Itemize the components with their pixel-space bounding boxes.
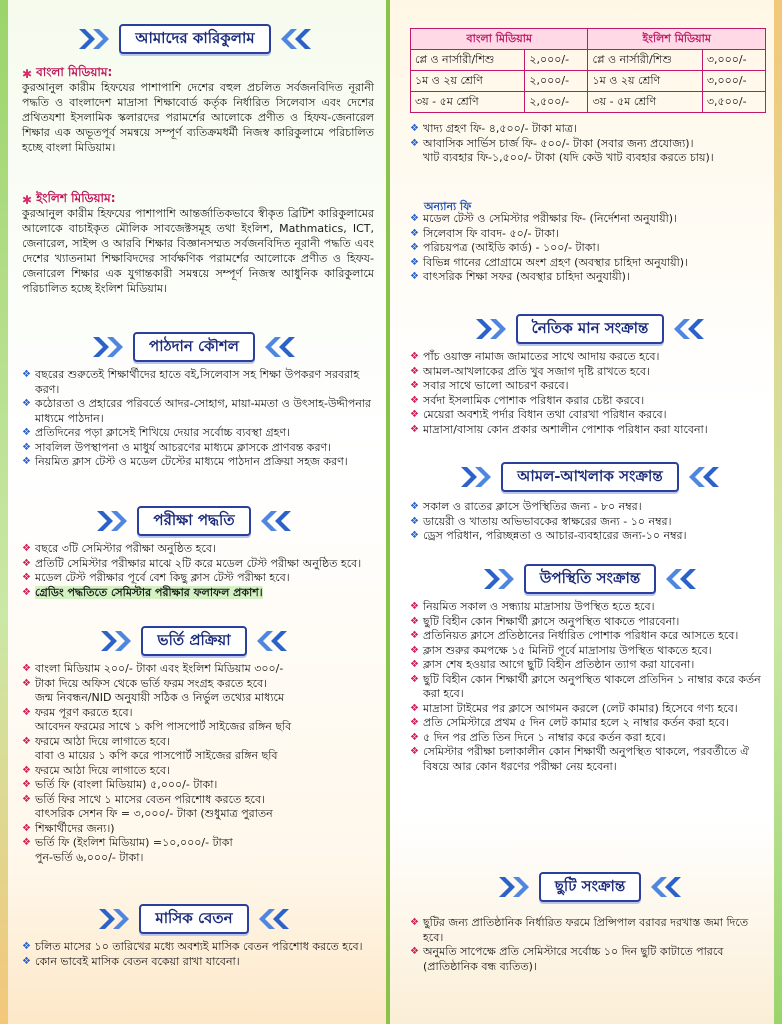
list-item: ❖ বছরে ৩টি সেমিস্টার পরীক্ষা অনুষ্ঠিত হবে।: [22, 542, 216, 555]
chevron-right-icon: [457, 462, 501, 492]
list-item: ❖ ভর্তি ফি (বাংলা মিডিয়াম) ৫,০০০/- টাকা।: [22, 778, 218, 791]
list-item: ❖ নিয়মিত সকাল ও সন্ধ্যায় মাদ্রাসায় উপস্থিত হতে হবে।: [410, 600, 655, 613]
chevron-right-icon: [480, 564, 524, 594]
chevron-left-icon: [255, 332, 299, 362]
list-item: ❖ ফরমে আঠা দিয়ে লাগাতে হবে।: [22, 763, 171, 777]
list-item: ❖ ভর্তি ফির সাথে ১ মাসের বেতন পরিশোধ করতে হবে।: [22, 792, 266, 806]
list-item: খাট ব্যবহার ফি-১,৫০০/- টাকা (যদি কেউ খাট ব্যবহার করতে চায়)।: [423, 151, 714, 164]
salary-title: মাসিক বেতন: [139, 904, 248, 934]
list-item: ❖ মাদ্রাসা টাইমের পর ক্লাসে আগমন করলে (লেট কামার) হিসেবে গণ্য হবে।: [410, 701, 738, 715]
chevron-right-icon: [472, 314, 516, 344]
attendance-title: উপস্থিতি সংক্রান্ত: [524, 564, 656, 594]
list-item: আবেদন ফরমের সাথে ১ কপি পাসপোর্ট সাইজের রঙ্গিন ছবি: [35, 720, 292, 733]
teaching-banner: [66, 332, 322, 362]
table-cell: প্লে ও নার্সারী/শিশু: [588, 50, 702, 71]
chevron-right-icon: [97, 626, 141, 656]
leave-banner: [440, 872, 740, 902]
list-item: ❖ আবাসিক সার্ভিস চার্জ ফি- ৫০০/- টাকা (সবার জন্য প্রযোজ্য)।: [410, 136, 694, 150]
list-item: ❖ বছরের শুরুতেই শিক্ষার্থীদের হাতে বই,সিলেবাস সহ শিক্ষা উপকরণ সরবরাহ করণ।: [22, 368, 360, 396]
table-header-row: [411, 29, 766, 50]
table-cell: ১ম ও ২য় শ্রেণি: [411, 71, 525, 92]
leave-title: ছুটি সংক্রান্ত: [539, 872, 641, 902]
list-item: ❖ সবার সাথে ভালো আচরণ করবে।: [410, 379, 569, 392]
list-item: ❖ বিভিন্ন গানের প্রোগ্রামে অংশ গ্রহণ (অবস্থার চাহিদা অনুযায়ী)।: [410, 255, 689, 269]
salary-banner: [66, 904, 322, 934]
list-item: ❖ ছুটির জন্য প্রাতিষ্ঠানিক নির্ধারিত ফরমে প্রিন্সিপাল বরাবর দরখাস্ত জমা দিতে হবে।: [410, 916, 749, 944]
list-item: ❖ প্রতিদিনের পড়া ক্লাসেই শিখিয়ে দেয়ার সর্বোচ্চ ব্যবস্থা গ্রহণ।: [22, 426, 290, 439]
chevron-right-icon: [75, 24, 119, 54]
list-item: ❖ টাকা দিয়ে অফিস থেকে ভর্তি ফরম সংগ্রহ করতে হবে।: [22, 676, 268, 690]
list-item: ❖ ছুটি বিহীন কোন শিক্ষার্থী ক্লাসে অনুপস্থিত থাকতে পারবেনা।: [410, 614, 680, 628]
list-item: ❖ মডেল টেস্ট ও সেমিস্টার পরীক্ষার ফি- (নির্দেশনা অনুযায়ী)।: [410, 212, 677, 225]
table-cell: ৩য় - ৫ম শ্রেণি: [588, 92, 702, 113]
list-item: ❖ বাৎসরিক শিক্ষা সফর (অবস্থার চাহিদা অনুযায়ী)।: [410, 270, 630, 283]
admission-banner: [66, 626, 322, 656]
chevron-left-icon: [247, 626, 291, 656]
moral-list: [410, 350, 766, 437]
teaching-list: [22, 368, 374, 470]
table-cell: ২,০০০/-: [525, 71, 588, 92]
right-edge-stripe: [774, 0, 782, 1024]
chevron-left-icon: [679, 462, 723, 492]
list-item: ❖ ডায়েরী ও খাতায় অভিভাবকের স্বাক্ষরের জন্য - ১০ নম্বর।: [410, 514, 672, 528]
chevron-left-icon: [664, 314, 708, 344]
list-item: পুন-ভর্তি ৬,০০০/- টাকা।: [35, 850, 144, 864]
star-icon: ✱: [22, 67, 33, 81]
list-item: ❖ সেমিস্টার পরীক্ষা চলাকালীন কোন শিক্ষার্থী অনুপস্থিত থাকলে, পরবর্তীতে ঐ বিষয়ে আর কোন ধরণের পরীক্ষা নেয় হবেনা।: [410, 745, 749, 773]
table-cell: ৩য় - ৫ম শ্রেণি: [411, 92, 525, 113]
list-item: ❖ ৫ দিন পর প্রতি তিন দিনে ১ নাম্বার করে কর্তন করা হবে।: [410, 730, 666, 744]
list-item: বাবা ও মায়ের ১ কপি করে পাসপোর্ট সাইজের রঙ্গিন ছবি: [35, 749, 278, 762]
amal-banner: [440, 462, 740, 492]
table-row: [411, 71, 766, 92]
center-divider: [386, 0, 390, 1024]
list-item: ❖ খাদ্য গ্রহণ ফি- ৪,৫০০/- টাকা মাত্র।: [410, 122, 577, 135]
other-fees-title: অন্যান্য ফি: [424, 200, 472, 213]
list-item: ❖ সকাল ও রাতের ক্লাসে উপস্থিতির জন্য - ৮০ নম্বর।: [410, 500, 642, 513]
bangla-medium-text: কুরআনুল কারীম হিফযের পাশাপাশি দেশের বহুল প্রচলিত সর্বজনবিদিত নূরানী পদ্ধতি ও বাংলাদেশ মাদ্রাসা শিক্ষাবোর্ড কর্তৃক নির্ধারিত সিলেবাস এবং দেশের প্রথিতযশা ইসলামিক স্কলারদের পরামর্শের আলোকে প্রণীত ও হিফয-জেনারেল শিক্ষার এক অভূতপূর্ব সমন্বয়ে সম্পূর্ণ ব্যতিক্রমধর্মী নিজস্ব কারিকুলামে পরিচালিত হচ্ছে বাংলা মিডিয়াম।: [22, 81, 374, 154]
chevron-right-icon: [89, 332, 133, 362]
table-cell: ২,০০০/-: [525, 50, 588, 71]
exam-list: [22, 542, 374, 600]
list-item: ❖ মাদ্রাসা/বাসায় কোন প্রকার অশালীন পোশাক পরিধান করা যাবেনা।: [410, 422, 708, 436]
list-item: ❖ ক্লাস শুরুর কমপক্ষে ১৫ মিনিট পূর্বে মাদ্রাসায় উপস্থিত থাকতে হবে।: [410, 643, 712, 657]
teaching-title: পাঠদান কৌশল: [133, 332, 255, 362]
list-item: ❖ ফরম পূরণ করতে হবে।: [22, 705, 133, 719]
list-item: ❖ ক্লাস শেষ হওয়ার আগে ছুটি বিহীন প্রতিষ্ঠান ত্যাগ করা যাবেনা।: [410, 658, 695, 671]
chevron-left-icon: [249, 904, 293, 934]
curriculum-banner: [60, 24, 330, 54]
list-item: ❖ গ্রেডিং পদ্ধতিতে সেমিস্টার পরীক্ষার ফলাফল প্রকাশ।: [22, 585, 263, 599]
list-item: বাৎসরিক সেশন ফি = ৩,০০০/- টাকা (শুধুমাত্র পুরাতন: [35, 807, 273, 820]
list-item: ❖ অনুমতি সাপেক্ষে প্রতি সেমিস্টারে সর্বোচ্চ ১০ দিন ছুটি কাটাতে পারবে (প্রাতিষ্ঠানিক বন্ধ ব্যতিত)।: [410, 945, 724, 973]
table-row: [411, 50, 766, 71]
fees-list: [410, 122, 766, 166]
table-cell: ৩,০০০/-: [702, 71, 765, 92]
list-item: ❖ আমল-আখলাকের প্রতি খুব সজাগ দৃষ্টি রাখতে হবে।: [410, 364, 651, 378]
left-edge-stripe: [0, 0, 8, 1024]
salary-list: [22, 940, 374, 969]
table-row: [411, 92, 766, 113]
list-item: ❖ মেয়েরা অবশ্যই পর্দার বিধান তথা বোরখা পরিধান করবে।: [410, 408, 667, 421]
chevron-right-icon: [93, 506, 137, 536]
chevron-left-icon: [271, 24, 315, 54]
chevron-left-icon: [641, 872, 685, 902]
english-medium-text: কুরআনুল কারীম হিফযের পাশাপাশি আন্তর্জাতিকভাবে স্বীকৃত ব্রিটিশ কারিকুলামের আলোকে বাচাইকৃত মৌলিক সাবজেক্টসমূহ তথা ইংলিশ, Mathmatics, ICT, জেনারেল, সাইন্স ও আরবি শিক্ষার বিজ্ঞানসম্মত সর্বজনবিদিত নূরানী পদ্ধতি এবং দেশের খ্যাতনামা শিক্ষাবিদদের সার্বক্ষণিক পরামর্শের আলোকে প্রণীত ও হিফয-জেনারেল শিক্ষার এক যুগান্তকারী সমন্বয়ে সম্পূর্ণ নিজস্ব আধুনিক কারিকুলামে পরিচালিত হচ্ছে ইংলিশ মিডিয়াম।: [22, 207, 374, 295]
table-cell: ৩,৫০০/-: [702, 92, 765, 113]
moral-banner: [440, 314, 740, 344]
list-item: ❖ প্রতিটি সেমিস্টার পরীক্ষার মাঝে ২টি করে মডেল টেস্ট পরীক্ষা অনুষ্ঠিত হবে।: [22, 556, 362, 570]
list-item: ❖ ভর্তি ফি (ইংলিশ মিডিয়াম) =১০,০০০/- টাকা: [22, 836, 233, 849]
list-item: ❖ কোন ভাবেই মাসিক বেতন বকেয়া রাখা যাবেনা।: [22, 954, 240, 968]
chevron-left-icon: [251, 506, 295, 536]
table-cell: ১ম ও ২য় শ্রেণি: [588, 71, 702, 92]
list-item: জন্ম নিবন্ধন/NID অনুযায়ী সঠিক ও নির্ভুল তথ্যের মাধ্যমে: [35, 691, 285, 704]
table-header: বাংলা মিডিয়াম: [411, 29, 588, 50]
other-fees-list: [410, 212, 766, 285]
english-medium-label: ইংলিশ মিডিয়াম:: [36, 191, 116, 205]
curriculum-title: আমাদের কারিকুলাম: [119, 24, 270, 54]
list-item: ❖ মডেল টেস্ট পরীক্ষার পূর্বে বেশ কিছু ক্লাস টেস্ট পরীক্ষা হবে।: [22, 571, 290, 584]
list-item: ❖ সিলেবাস ফি বাবদ- ৫০/- টাকা।: [410, 226, 559, 240]
list-item: ❖ শিক্ষার্থীদের জন্য।): [22, 821, 115, 835]
admission-list: [22, 662, 374, 865]
fee-table: [410, 28, 766, 113]
list-item: ❖ চলিত মাসের ১০ তারিখের মধ্যে অবশ্যই মাসিক বেতন পরিশোধ করতে হবে।: [22, 940, 363, 953]
attendance-list: [410, 600, 766, 774]
bangla-medium-label: বাংলা মিডিয়াম:: [36, 65, 113, 79]
chevron-right-icon: [495, 872, 539, 902]
star-icon: ✱: [22, 193, 33, 207]
exam-title: পরীক্ষা পদ্ধতি: [137, 506, 250, 536]
list-item: ❖ পাঁচ ওয়াক্ত নামাজ জামাতের সাথে আদায় করতে হবে।: [410, 350, 660, 363]
list-item: ❖ বাংলা মিডিয়াম ২০০/- টাকা এবং ইংলিশ মিডিয়াম ৩০০/-: [22, 662, 284, 675]
table-header: ইংলিশ মিডিয়াম: [588, 29, 766, 50]
list-item: ❖ নিয়মিত ক্লাস টেস্ট ও মডেল টেস্টের মাধ্যমে পাঠদান প্রক্রিয়া সহজ করণ।: [22, 455, 348, 468]
list-item: ❖ সর্বদা ইসলামিক পোশাক পরিধান করার চেষ্টা করবে।: [410, 393, 645, 407]
list-item: ❖ পরিচয়পত্র (আইডি কার্ড) - ১০০/- টাকা।: [410, 241, 600, 254]
list-item: ❖ ড্রেস পরিধান, পরিচ্ছন্নতা ও আচার-ব্যবহারের জন্য-১০ নম্বর।: [410, 529, 687, 542]
attendance-banner: [440, 564, 740, 594]
table-cell: প্লে ও নার্সারী/শিশু: [411, 50, 525, 71]
table-cell: ২,৫০০/-: [525, 92, 588, 113]
chevron-left-icon: [656, 564, 700, 594]
table-cell: ৩,০০০/-: [702, 50, 765, 71]
list-item: ❖ সাবলিল উপস্থাপনা ও মাধুর্য আচরণের মাধ্যমে ক্লাসকে প্রাণবন্ত করণ।: [22, 440, 332, 454]
list-item: ❖ ফরমে আঠা দিয়ে লাগাতে হবে।: [22, 734, 171, 748]
exam-banner: [66, 506, 322, 536]
leave-list: [410, 916, 766, 974]
moral-title: নৈতিক মান সংক্রান্ত: [516, 314, 665, 344]
list-item: ❖ ছুটি বিহীন কোন শিক্ষার্থী ক্লাসে অনুপস্থিত থাকলে প্রতিদিন ১ নাম্বার করে কর্তন করা হবে।: [410, 672, 761, 700]
amal-title: আমল-আখলাক সংক্রান্ত: [501, 462, 678, 492]
list-item: ❖ প্রতিনিয়ত ক্লাসে প্রতিষ্ঠানের নির্ধারিত পোশাক পরিধান করে আসতে হবে।: [410, 629, 739, 642]
chevron-right-icon: [95, 904, 139, 934]
amal-list: [410, 500, 766, 544]
admission-title: ভর্তি প্রক্রিয়া: [141, 626, 246, 656]
list-item: ❖ প্রতি সেমিস্টারে প্রথম ৫ দিন লেট কামার হলে ২ নাম্বার কর্তন করা হবে।: [410, 716, 729, 729]
list-item: ❖ কঠোরতা ও প্রহারের পরিবর্তে আদর-সোহাগ, মায়া-মমতা ও উৎসাহ-উদ্দীপনার মাধ্যমে পাঠদান।: [22, 397, 372, 425]
